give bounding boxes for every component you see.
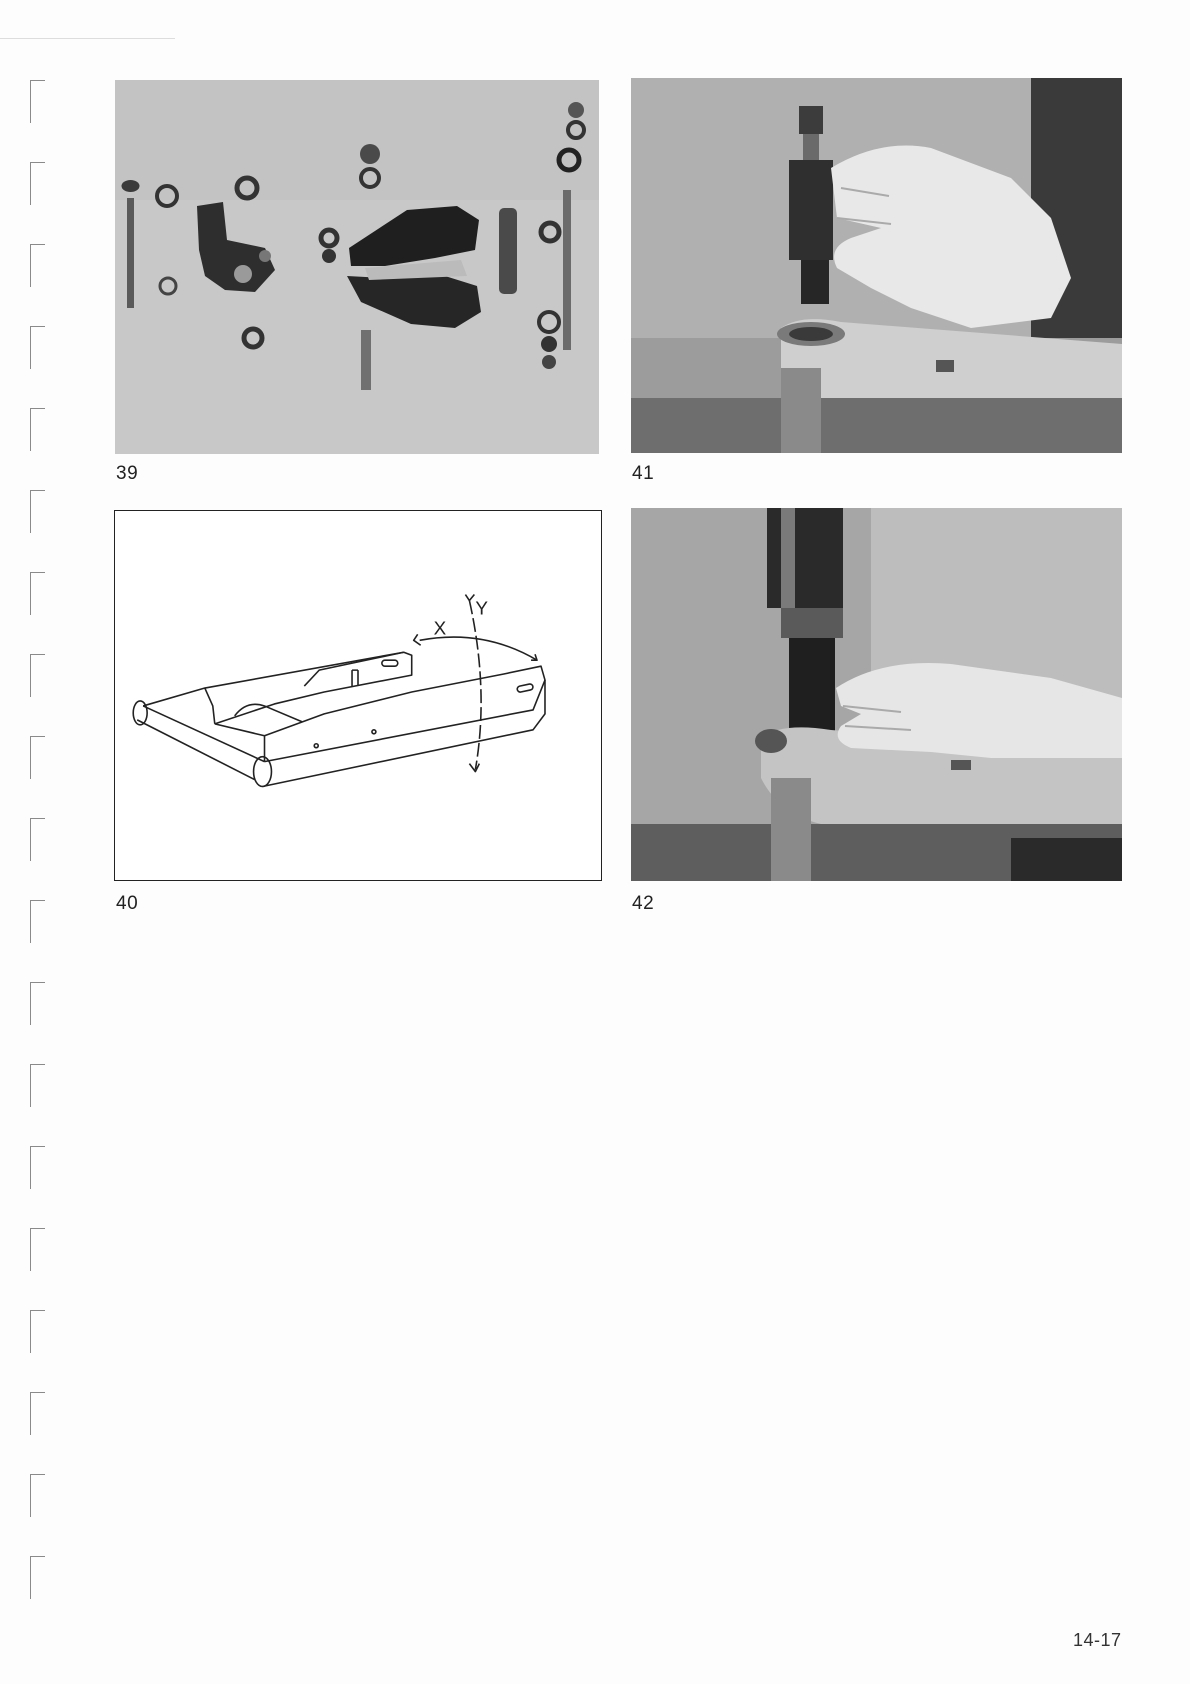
- binder-mark: [30, 408, 45, 451]
- figure-39-caption: 39: [116, 463, 139, 484]
- figure-40-caption: 40: [116, 893, 139, 914]
- binder-mark: [30, 1392, 45, 1435]
- binder-mark: [30, 900, 45, 943]
- binder-mark: [30, 736, 45, 779]
- parts-photo-illustration: [115, 80, 599, 454]
- binder-mark: [30, 572, 45, 615]
- figure-39-parts-photo: [115, 80, 599, 454]
- binder-mark: [30, 1228, 45, 1271]
- binder-mark: [30, 490, 45, 533]
- figure-40-swing-arm-diagram: [114, 510, 602, 881]
- binder-mark: [30, 1146, 45, 1189]
- bushing-press-illustration: [631, 78, 1122, 453]
- binder-mark: [30, 1064, 45, 1107]
- page-number: 14-17: [1073, 1630, 1122, 1650]
- top-rule: [0, 38, 175, 39]
- binder-mark: [30, 1310, 45, 1353]
- binder-mark: [30, 326, 45, 369]
- figure-42-caption: 42: [632, 893, 655, 914]
- axis-x-label: X: [433, 618, 447, 640]
- binder-margin-marks: [30, 80, 50, 1660]
- bushing-press-deep-illustration: [631, 508, 1122, 881]
- binder-mark: [30, 162, 45, 205]
- binder-mark: [30, 818, 45, 861]
- swing-arm-line-drawing: [115, 511, 601, 880]
- binder-mark: [30, 654, 45, 697]
- figure-41-bushing-press-photo: [631, 78, 1122, 453]
- figure-42-bushing-press-photo: [631, 508, 1122, 881]
- binder-mark: [30, 1474, 45, 1517]
- binder-mark: [30, 1556, 45, 1599]
- binder-mark: [30, 80, 45, 123]
- binder-mark: [30, 244, 45, 287]
- binder-mark: [30, 982, 45, 1025]
- axis-y-label: Y: [475, 598, 488, 620]
- figure-41-caption: 41: [632, 463, 655, 484]
